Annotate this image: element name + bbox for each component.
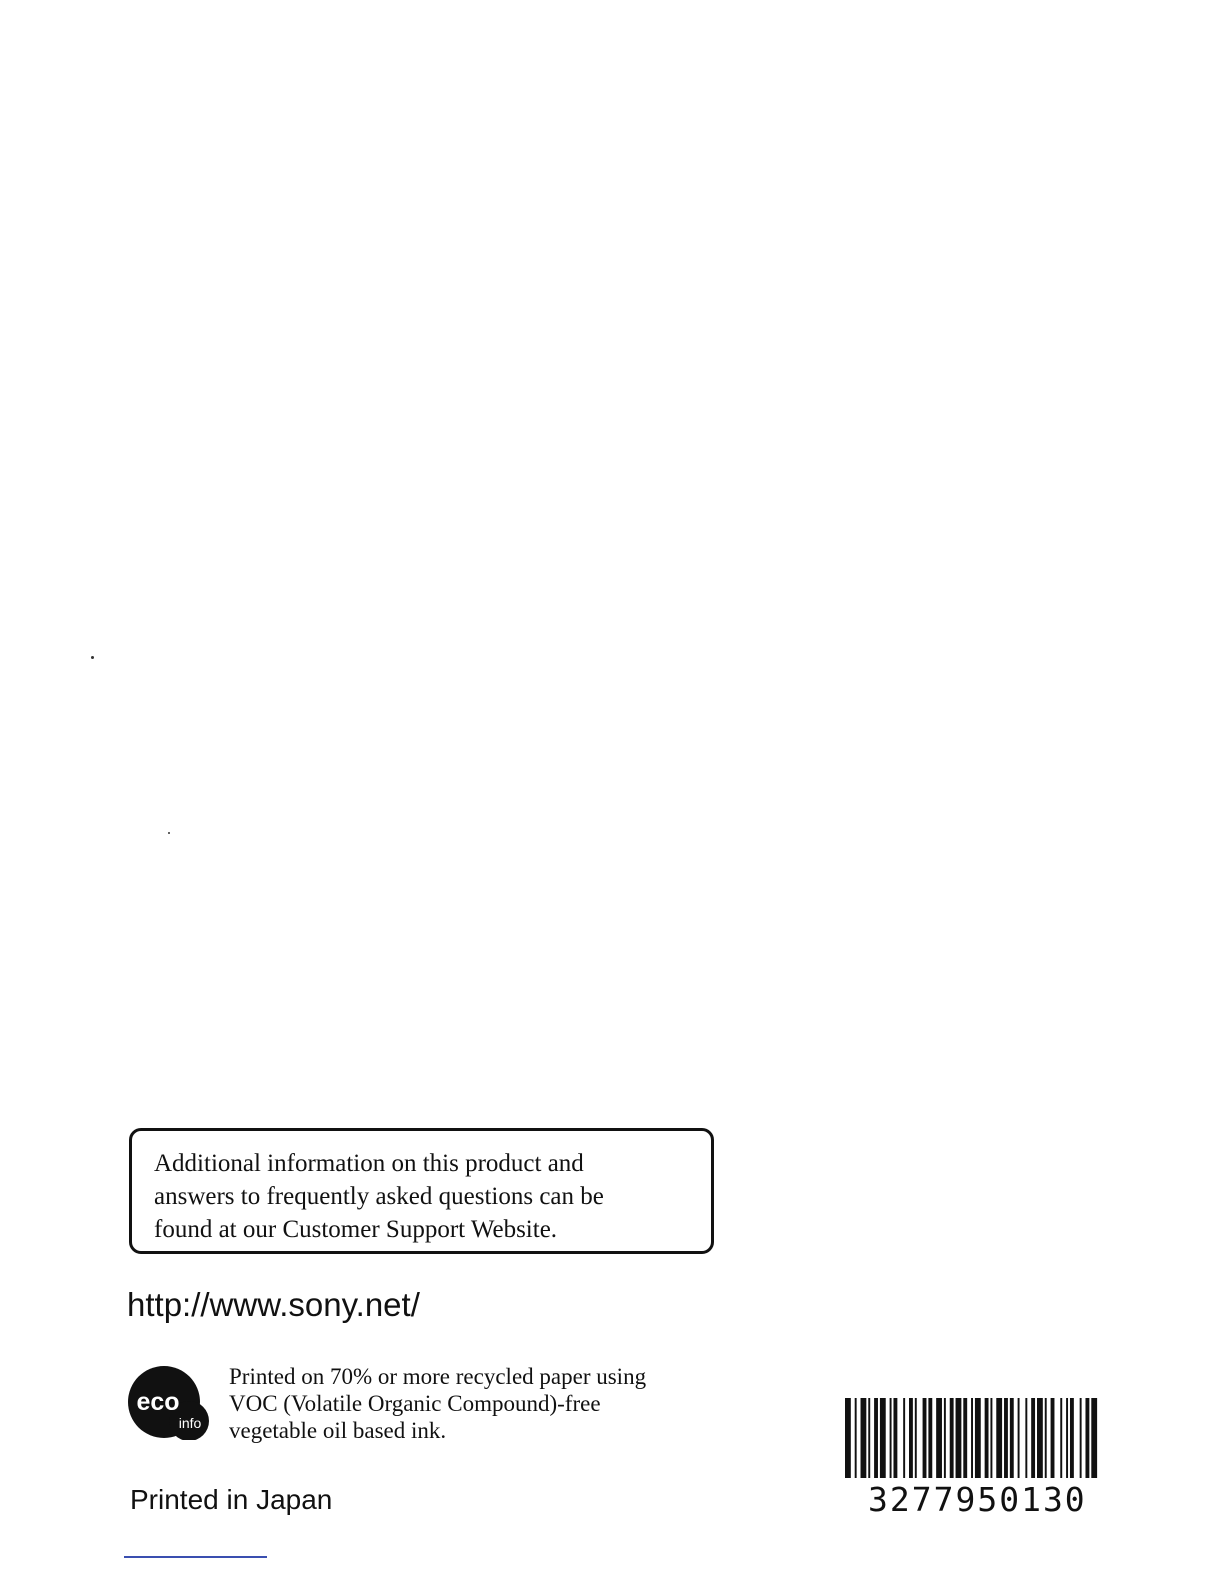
barcode-bar <box>996 1398 1002 1478</box>
support-info-box <box>129 1128 714 1254</box>
recycled-notice-line: Printed on 70% or more recycled paper using <box>229 1364 647 1389</box>
eco-info-logo-icon <box>127 1366 213 1440</box>
barcode-bar <box>903 1398 905 1478</box>
barcode-bar <box>1070 1398 1074 1478</box>
barcode-bar <box>855 1398 857 1478</box>
support-info-line: found at our Customer Support Website. <box>154 1216 558 1243</box>
barcode-bar <box>928 1398 932 1478</box>
recycled-notice-line: VOC (Volatile Organic Compound)-free <box>229 1391 601 1416</box>
barcode-bar <box>845 1398 851 1478</box>
barcode-number: 3277950130 <box>868 1480 1087 1519</box>
barcode-bar <box>874 1398 878 1478</box>
recycled-paper-notice <box>229 1363 646 1444</box>
scan-speck <box>91 656 94 659</box>
barcode-bar <box>1060 1398 1062 1478</box>
scan-speck <box>168 832 170 834</box>
barcode-bar <box>1037 1398 1043 1478</box>
barcode-bar <box>956 1398 962 1478</box>
barcode-bar <box>893 1398 897 1478</box>
barcode-bar <box>1091 1398 1097 1478</box>
support-url[interactable]: http://www.sony.net/ <box>127 1286 420 1323</box>
barcode-bar <box>944 1398 946 1478</box>
barcode-bar <box>890 1398 892 1478</box>
barcode-bar <box>975 1398 981 1478</box>
barcode-bar <box>868 1398 870 1478</box>
barcode-bar <box>915 1398 917 1478</box>
printed-in-label: Printed in Japan <box>130 1484 333 1515</box>
barcode-bar <box>985 1398 989 1478</box>
barcode-bar <box>990 1398 992 1478</box>
barcode-bar <box>1080 1398 1082 1478</box>
barcode-bar <box>1031 1398 1035 1478</box>
barcode-bar <box>1066 1398 1068 1478</box>
eco-logo-main-text: eco <box>136 1388 180 1416</box>
support-info-line: answers to frequently asked questions can be <box>154 1183 604 1210</box>
barcode-bar <box>1004 1398 1008 1478</box>
recycled-notice-line: vegetable oil based ink. <box>229 1418 447 1443</box>
barcode-bar <box>936 1398 942 1478</box>
barcode-bar <box>1018 1398 1020 1478</box>
barcode-bar <box>963 1398 967 1478</box>
barcode-bar <box>909 1398 913 1478</box>
barcode-bar <box>1010 1398 1014 1478</box>
barcode-bar <box>1085 1398 1089 1478</box>
barcode-bar <box>950 1398 954 1478</box>
barcode-bar <box>971 1398 973 1478</box>
barcode-bar <box>1045 1398 1047 1478</box>
barcode-bar <box>880 1398 886 1478</box>
support-info-line: Additional information on this product and <box>154 1150 584 1177</box>
barcode-bar <box>1025 1398 1027 1478</box>
eco-logo-sub-text: info <box>178 1415 202 1431</box>
barcode-bar <box>861 1398 867 1478</box>
barcode-bar <box>923 1398 927 1478</box>
bottom-rule <box>124 1556 267 1558</box>
barcode-icon <box>845 1398 1101 1478</box>
barcode-bar <box>1051 1398 1055 1478</box>
